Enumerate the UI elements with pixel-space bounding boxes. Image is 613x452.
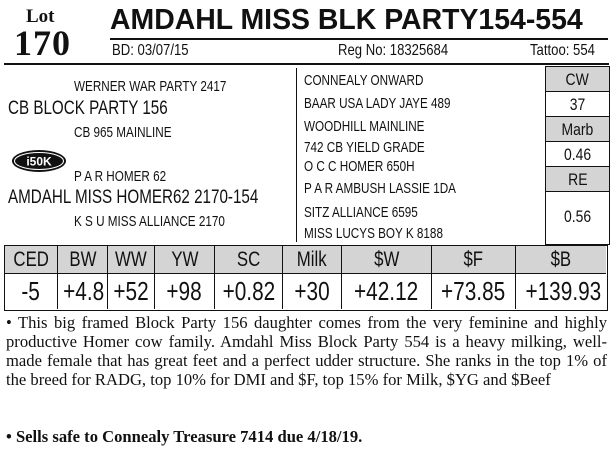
header-divider xyxy=(4,63,609,65)
service-note: • Sells safe to Connealy Treasure 7414 due 4/18/19. xyxy=(6,427,363,446)
lot-description xyxy=(6,313,607,389)
epd-re-value: 0.56 xyxy=(563,207,592,226)
pedigree-ext-8: MISS LUCYS BOY K 8188 xyxy=(304,225,443,242)
lot-badge xyxy=(4,4,104,63)
i50k-logo-icon xyxy=(10,148,68,174)
epd-col-yw xyxy=(155,246,215,309)
tattoo: Tattoo: 554 xyxy=(530,42,595,59)
epd-header-b-index: $B xyxy=(516,246,606,274)
epd-value-ced: -5 xyxy=(21,276,41,306)
epd-value-w-index: +42.12 xyxy=(354,276,419,306)
pedigree-ext-1: CONNEALY ONWARD xyxy=(304,72,424,89)
epd-value-milk: +30 xyxy=(294,276,330,306)
pedigree-ext-5: O C C HOMER 650H xyxy=(304,158,415,175)
lot-label: Lot xyxy=(26,6,55,27)
pedigree-ext-4: 742 CB YIELD GRADE xyxy=(304,139,425,156)
epd-col-ww xyxy=(108,246,155,309)
epd-header-ww: WW xyxy=(108,246,154,274)
description-text: This big framed Block Party 156 daughter comes from the very feminine and highly productive Homer cow family. Amdahl Miss Block Party 554 is a heavy milking, well-made female that has great feet and a perfect udder structure. She ranks in the top 1% of the breed for RADG, top 10% for DMI and $F, top 15% for Milk, $YG and $Beef xyxy=(6,313,607,389)
epd-col-ced xyxy=(5,246,58,309)
epd-header-milk: Milk xyxy=(283,246,341,274)
epd-marb-label: Marb xyxy=(546,117,609,142)
epd-value-bw: +4.8 xyxy=(63,276,105,306)
epd-header-bw: BW xyxy=(58,246,107,274)
epd-col-milk xyxy=(283,246,342,309)
registration-number: Reg No: 18325684 xyxy=(338,42,449,59)
epd-cw-label: CW xyxy=(546,67,609,92)
pedigree-ext-3: WOODHILL MAINLINE xyxy=(304,118,425,135)
epd-col-bw xyxy=(58,246,108,309)
carcass-epd-table xyxy=(545,66,610,245)
pedigree-dam-dam: K S U MISS ALLIANCE 2170 xyxy=(74,213,225,230)
epd-cw-value: 37 xyxy=(546,92,609,117)
pedigree-sire: CB BLOCK PARTY 156 xyxy=(8,98,168,119)
epd-header-ced: CED xyxy=(5,246,57,274)
epd-re-label: RE xyxy=(546,167,609,192)
pedigree-ext-2: BAAR USA LADY JAYE 489 xyxy=(304,95,451,112)
epd-value-b-index: +139.93 xyxy=(525,276,602,306)
epd-header-sc: SC xyxy=(215,246,282,274)
epd-col-b-index xyxy=(516,246,606,309)
lot-number: 170 xyxy=(14,23,71,63)
epd-value-ww: +52 xyxy=(113,276,149,306)
description-bullet: • xyxy=(6,313,12,332)
birth-date: BD: 03/07/15 xyxy=(112,42,189,59)
epd-header-f-index: $F xyxy=(432,246,515,274)
epd-header-yw: YW xyxy=(155,246,214,274)
animal-name: AMDAHL MISS BLK PARTY154-554 xyxy=(110,4,583,36)
epd-value-f-index: +73.85 xyxy=(441,276,506,306)
epd-value-sc: +0.82 xyxy=(222,276,275,306)
epd-table xyxy=(4,245,608,311)
epd-value-yw: +98 xyxy=(166,276,203,306)
epd-marb-value: 0.46 xyxy=(546,142,609,167)
pedigree-ext-7: SITZ ALLIANCE 6595 xyxy=(304,204,418,221)
logo-text: i50K xyxy=(26,154,52,169)
pedigree-dam-sire: P A R HOMER 62 xyxy=(74,168,167,185)
pedigree-divider xyxy=(296,68,297,242)
pedigree-dam: AMDAHL MISS HOMER62 2170-154 xyxy=(8,187,259,208)
pedigree-sire-dam: CB 965 MAINLINE xyxy=(74,124,172,141)
epd-col-f-index xyxy=(432,246,516,309)
pedigree-ext-6: P A R AMBUSH LASSIE 1DA xyxy=(304,180,456,197)
title-rule xyxy=(110,38,608,40)
epd-col-sc xyxy=(215,246,283,309)
pedigree-sire-sire: WERNER WAR PARTY 2417 xyxy=(74,78,227,95)
epd-header-w-index: $W xyxy=(342,246,431,274)
epd-col-w-index xyxy=(342,246,432,309)
